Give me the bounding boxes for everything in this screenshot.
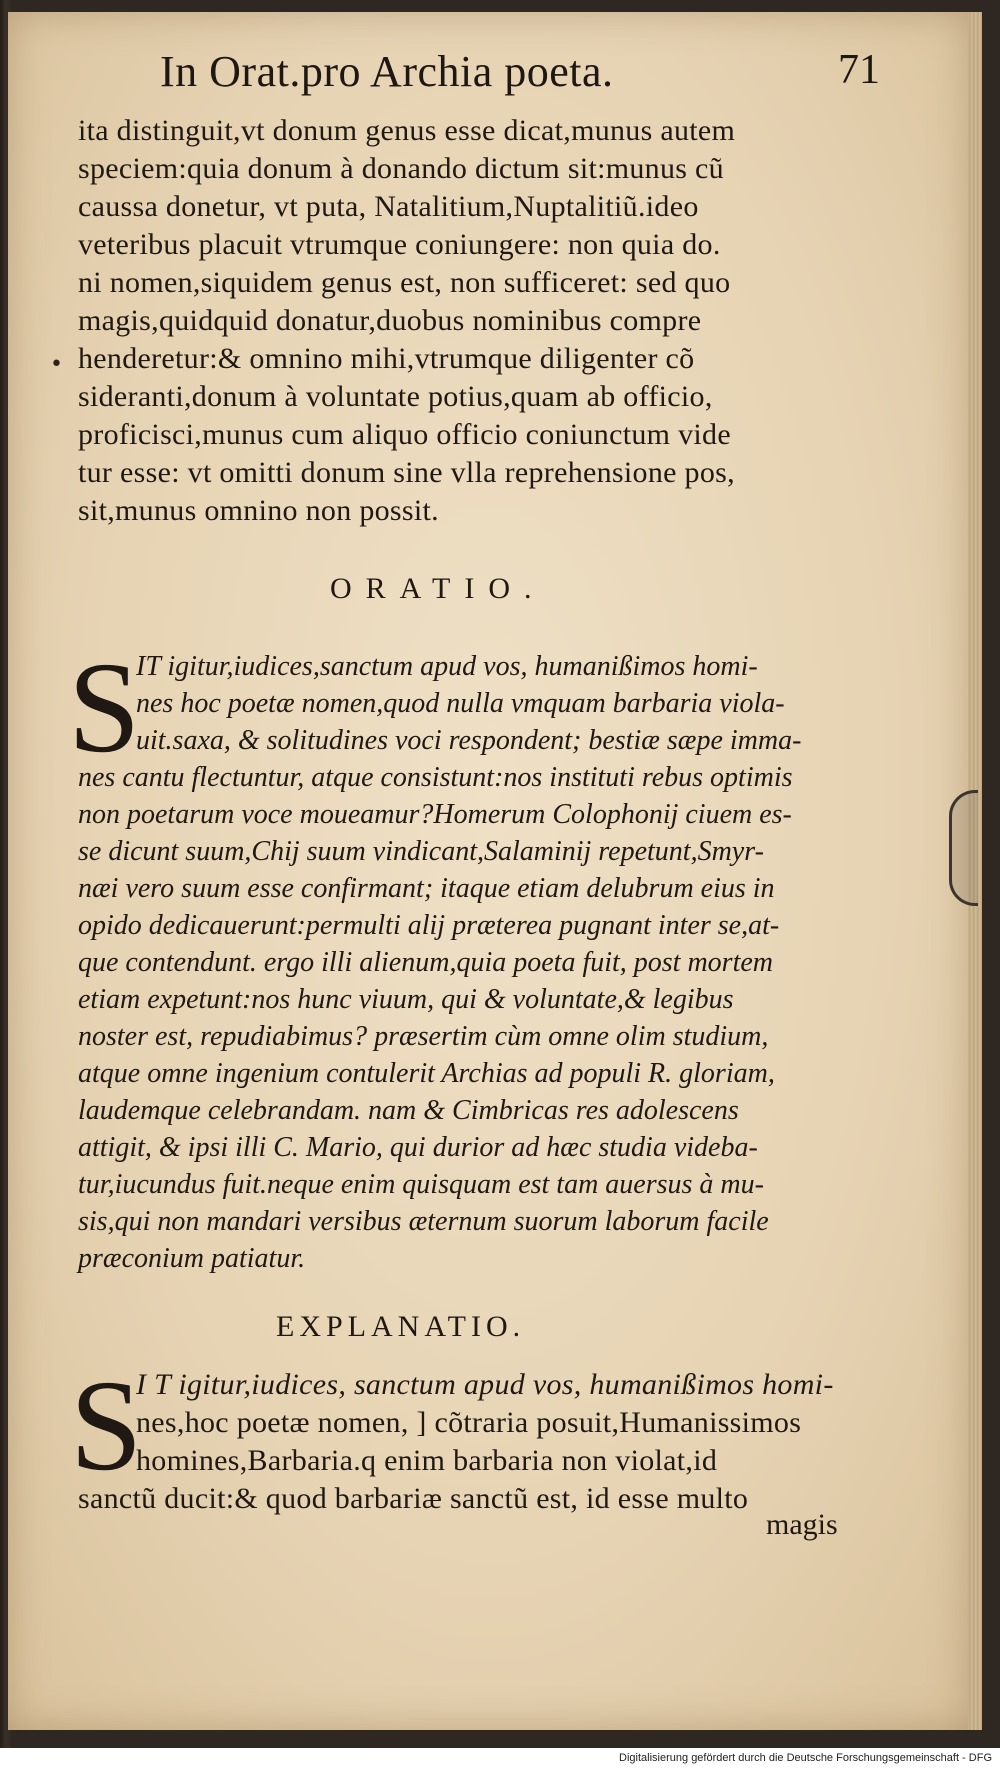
footer-credit: Digitalisierung gefördert durch die Deutsche Forschungsgemeinschaft - DFG bbox=[619, 1752, 992, 1764]
text-line: nes,hoc poetæ nomen, ] cõtraria posuit,Humanissimos bbox=[136, 1406, 802, 1439]
text-line: henderetur:& omnino mihi,vtrumque diligenter cõ bbox=[78, 342, 695, 375]
margin-mark: • bbox=[50, 352, 63, 377]
page-number: 71 bbox=[838, 47, 880, 93]
text-line: homines,Barbaria.q enim barbaria non violat,id bbox=[136, 1444, 718, 1477]
explanatio-heading: EXPLANATIO. bbox=[276, 1310, 526, 1343]
text-line: laudemque celebrandam. nam & Cimbricas res adolescens bbox=[78, 1095, 739, 1126]
text-line: sit,munus omnino non possit. bbox=[78, 494, 439, 527]
commentary-paragraph bbox=[78, 112, 858, 530]
text-line: sideranti,donum à voluntate potius,quam ab officio, bbox=[78, 380, 713, 413]
running-head-title: In Orat.pro Archia poeta. bbox=[160, 47, 614, 96]
running-head bbox=[160, 46, 880, 106]
text-line: se dicunt suum,Chij suum vindicant,Salaminij repetunt,Smyr- bbox=[78, 836, 764, 867]
text-line: opido dedicauerunt:permulti alij præterea pugnant inter se,at- bbox=[78, 910, 780, 941]
text-line: proficisci,munus cum aliquo officio coniunctum vide bbox=[78, 418, 731, 451]
text-line: IT igitur,iudices,sanctum apud vos, humanißimos homi- bbox=[136, 651, 758, 682]
text-line: ni nomen,siquidem genus est, non sufficeret: sed quo bbox=[78, 266, 731, 299]
text-line: atque omne ingenium contulerit Archias ad populi R. gloriam, bbox=[78, 1058, 775, 1089]
oratio-paragraph bbox=[78, 648, 868, 1277]
text-line: noster est, repudiabimus? præsertim cùm omne olim studium, bbox=[78, 1021, 769, 1052]
text-line: etiam expetunt:nos hunc viuum, qui & voluntate,& legibus bbox=[78, 984, 734, 1015]
text-line: attigit, & ipsi illi C. Mario, qui durior ad hæc studia videba- bbox=[78, 1132, 758, 1163]
text-line: sis,qui non mandari versibus æternum suorum laborum facile bbox=[78, 1206, 769, 1237]
page-clip bbox=[949, 790, 978, 906]
text-line: nes cantu flectuntur, atque consistunt:nos instituti rebus optimis bbox=[78, 762, 793, 793]
text-line: nes hoc poetæ nomen,quod nulla vmquam barbaria viola- bbox=[136, 688, 785, 719]
explanatio-dropcap: S bbox=[70, 1354, 143, 1498]
text-line: sanctũ ducit:& quod barbariæ sanctũ est, id esse multo bbox=[78, 1482, 749, 1515]
oratio-heading: ORATIO. bbox=[330, 572, 546, 605]
text-line: tur,iucundus fuit.neque enim quisquam est tam auersus à mu- bbox=[78, 1169, 764, 1200]
text-line: uit.saxa, & solitudines voci respondent; bestiæ sæpe imma- bbox=[136, 725, 802, 756]
explanatio-paragraph bbox=[78, 1366, 858, 1518]
text-line: veteribus placuit vtrumque coniungere: non quia do. bbox=[78, 228, 721, 261]
text-line: I T igitur,iudices, sanctum apud vos, humanißimos homi- bbox=[136, 1368, 834, 1401]
text-line: ita distinguit,vt donum genus esse dicat,munus autem bbox=[78, 114, 736, 147]
text-line: caussa donetur, vt puta, Natalitium,Nuptalitiũ.ideo bbox=[78, 190, 699, 223]
text-line: speciem:quia donum à donando dictum sit:munus cũ bbox=[78, 152, 724, 185]
text-line: næi vero suum esse confirmant; itaque etiam delubrum eius in bbox=[78, 873, 775, 904]
catchword: magis bbox=[766, 1508, 838, 1541]
text-line: non poetarum voce moueamur?Homerum Colophonij ciuem es- bbox=[78, 799, 792, 830]
oratio-dropcap: S bbox=[68, 636, 141, 780]
text-line: que contendunt. ergo illi alienum,quia poeta fuit, post mortem bbox=[78, 947, 773, 978]
text-line: præconium patiatur. bbox=[78, 1243, 306, 1274]
text-line: tur esse: vt omitti donum sine vlla reprehensione pos, bbox=[78, 456, 735, 489]
text-line: magis,quidquid donatur,duobus nominibus compre bbox=[78, 304, 702, 337]
